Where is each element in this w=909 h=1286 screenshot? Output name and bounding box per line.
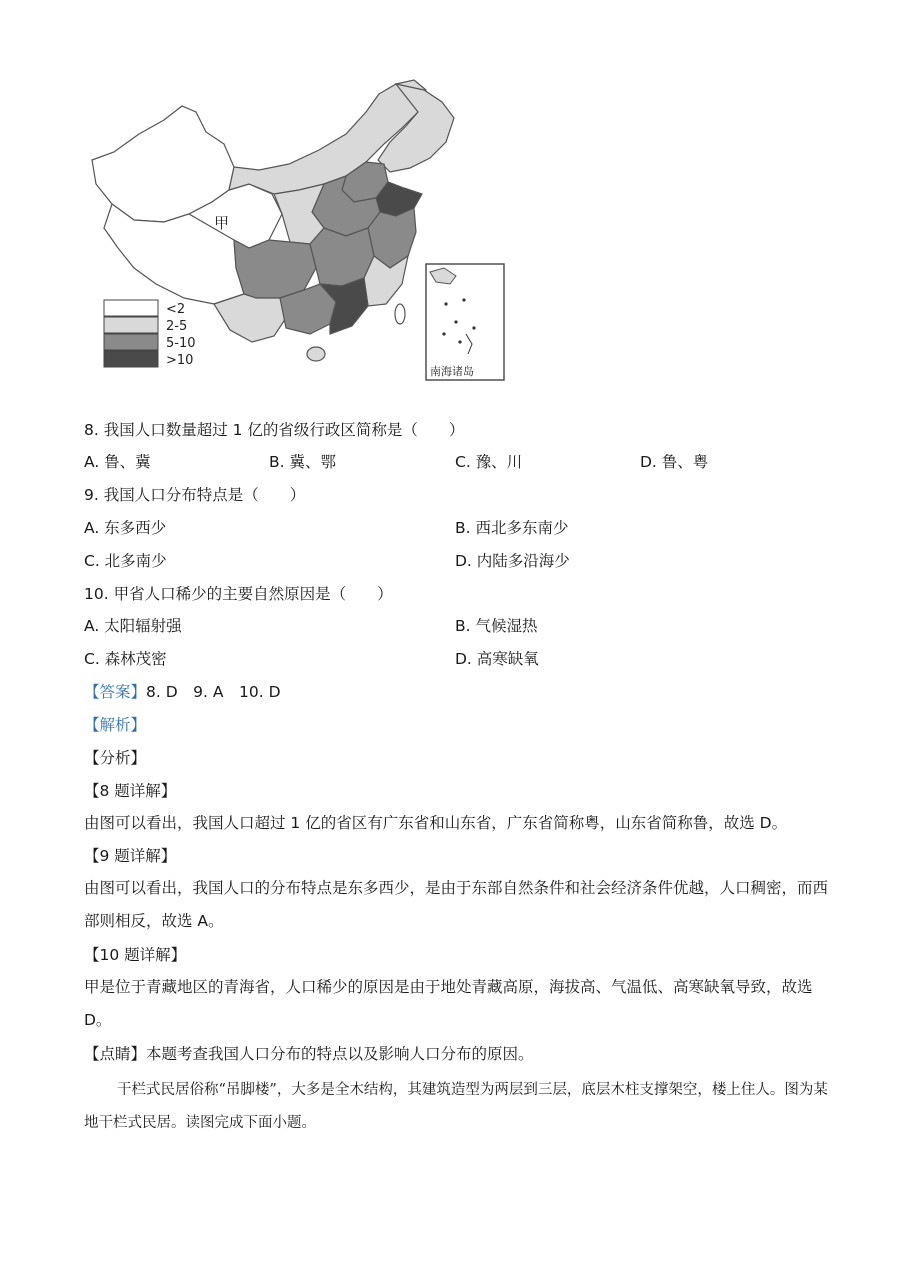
- q9-option-b: B. 西北多东南少: [455, 519, 569, 537]
- legend-label-lt2: <2: [166, 302, 186, 317]
- region-yunnan: [214, 294, 286, 342]
- china-population-map-svg: [84, 72, 514, 390]
- detail-10-text: 甲是位于青藏地区的青海省，人口稀少的原因是由于地处青藏高原，海拔高、气温低、高寒缺氧导致，故选 D。: [84, 978, 813, 1029]
- legend-swatch-gt10: [104, 351, 158, 367]
- detail-8-text: 由图可以看出，我国人口超过 1 亿的省区有广东省和山东省，广东省简称粤，山东省简称鲁，故选 D。: [84, 814, 788, 832]
- q10-option-c: C. 森林茂密: [84, 650, 167, 668]
- legend-swatch-lt2: [104, 300, 158, 316]
- analysis-label: 【解析】: [84, 716, 147, 734]
- q8-option-c: C. 豫、川: [455, 453, 523, 471]
- jia-label: 甲: [214, 214, 230, 232]
- q10-stem: 10. 甲省人口稀少的主要自然原因是（ ）: [84, 585, 393, 603]
- q10-option-d: D. 高寒缺氧: [455, 650, 539, 668]
- answer-line: [84, 682, 281, 702]
- legend-label-gt10: >10: [166, 353, 194, 368]
- legend-label-5to10: 5-10: [166, 336, 196, 351]
- detail-10-label: 【10 题详解】: [84, 946, 187, 964]
- fenxi-label: 【分析】: [84, 749, 147, 767]
- q9-option-d: D. 内陆多沿海少: [455, 552, 570, 570]
- detail-9-label: 【9 题详解】: [84, 847, 177, 865]
- answer-text: 8. D 9. A 10. D: [146, 683, 281, 701]
- legend-swatch-2to5: [104, 317, 158, 333]
- q10-option-b: B. 气候湿热: [455, 617, 538, 635]
- q9-option-a: A. 东多西少: [84, 519, 167, 537]
- q9-stem: 9. 我国人口分布特点是（ ）: [84, 486, 306, 504]
- q8-option-a: A. 鲁、冀: [84, 453, 151, 471]
- answer-label: 【答案】: [84, 683, 147, 701]
- legend-swatch-5to10: [104, 334, 158, 350]
- q8-stem: 8. 我国人口数量超过 1 亿的省级行政区简称是（ ）: [84, 421, 465, 439]
- q10-option-a: A. 太阳辐射强: [84, 617, 182, 635]
- south-sea-inset: [426, 264, 504, 380]
- next-question-intro: 干栏式民居俗称“吊脚楼”，大多是全木结构，其建筑造型为两层到三层，底层木柱支撑架空，楼上住人。图为某地干栏式民居。读图完成下面小题。: [84, 1082, 828, 1131]
- detail-9-text: 由图可以看出，我国人口的分布特点是东多西少，是由于东部自然条件和社会经济条件优越，人口稠密，而西部则相反，故选 A。: [84, 879, 829, 930]
- dianjing-note: 【点睛】本题考查我国人口分布的特点以及影响人口分布的原因。: [84, 1045, 534, 1063]
- region-taiwan: [395, 304, 405, 324]
- population-map: [84, 72, 514, 390]
- map-legend: [104, 300, 196, 368]
- q8-option-d: D. 鲁、粤: [640, 453, 709, 471]
- region-sichuan: [234, 240, 316, 298]
- legend-label-2to5: 2-5: [166, 319, 188, 334]
- inset-label: 南海诸岛: [430, 365, 474, 378]
- q9-option-c: C. 北多南少: [84, 552, 167, 570]
- q8-option-b: B. 冀、鄂: [269, 453, 336, 471]
- region-hainan: [307, 347, 325, 361]
- detail-8-label: 【8 题详解】: [84, 782, 177, 800]
